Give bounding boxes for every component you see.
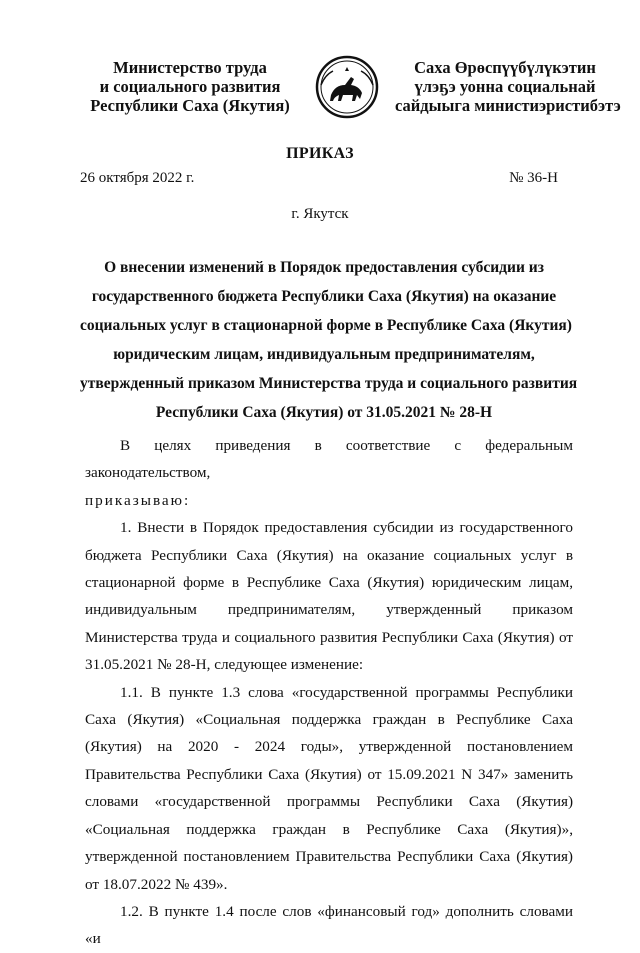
ministry-name-yakut: Саха Өрөспүүбүлүкэтин үлэҕэ уонна социальнай сайдыыга министиэристибэтэ bbox=[395, 58, 621, 115]
document-type-title: ПРИКАЗ bbox=[286, 145, 354, 162]
paragraph-1-2: 1.2. В пункте 1.4 после слов «финансовый год» дополнить словами «и bbox=[85, 902, 573, 948]
intro-paragraph: В целях приведения в соответствие с федеральным законодательством, bbox=[85, 437, 573, 482]
ministry-name-russian: Министерство труда и социального развития Республики Саха (Якутия) bbox=[90, 58, 290, 115]
document-number: № 36-Н bbox=[509, 170, 558, 186]
paragraph-1: 1. Внести в Порядок предоставления субсидии из государственного бюджета Республики Саха (Якутия) на оказание социальных услуг в стационарной форме в Республике Саха (Якутия) юридическим лицам, индивидуальным предпринимателям, утвержденный приказом Министерства труда и социального развития Республики Саха (Якутия) от 31.05.2021 № 28-Н, следующее изменение: bbox=[85, 519, 573, 674]
paragraph-1-1: 1.1. В пункте 1.3 слова «государственной программы Республики Саха (Якутия) «Социальная поддержка граждан в Республике Саха (Якутия) на 2020 - 2024 годы», утвержденной постановлением Правительства Республики Саха (Якутия) от 15.09.2021 N 347» заменить словами «государственной программы Республики Саха (Якутия) «Социальная поддержка граждан в Республике Саха (Якутия)», утвержденной постановлением Правительства Республики Саха (Якутия) от 18.07.2022 № 439». bbox=[85, 683, 573, 893]
document-subject: О внесении изменений в Порядок предоставления субсидии из государственного бюджета Республики Саха (Якутия) на оказание социальных услуг в стационарной форме в Республике Саха (Якутия) юридическим лицам, индивидуальным предпринимателям, утвержденный приказом Министерства труда и социального развития Республики Саха (Якутия) от 31.05.2021 № 28-Н bbox=[80, 259, 578, 421]
command-word: приказываю: bbox=[85, 491, 191, 509]
coat-of-arms-icon bbox=[307, 55, 387, 119]
document-city: г. Якутск bbox=[291, 206, 349, 222]
document-date: 26 октября 2022 г. bbox=[80, 170, 195, 186]
document-body bbox=[85, 432, 573, 953]
